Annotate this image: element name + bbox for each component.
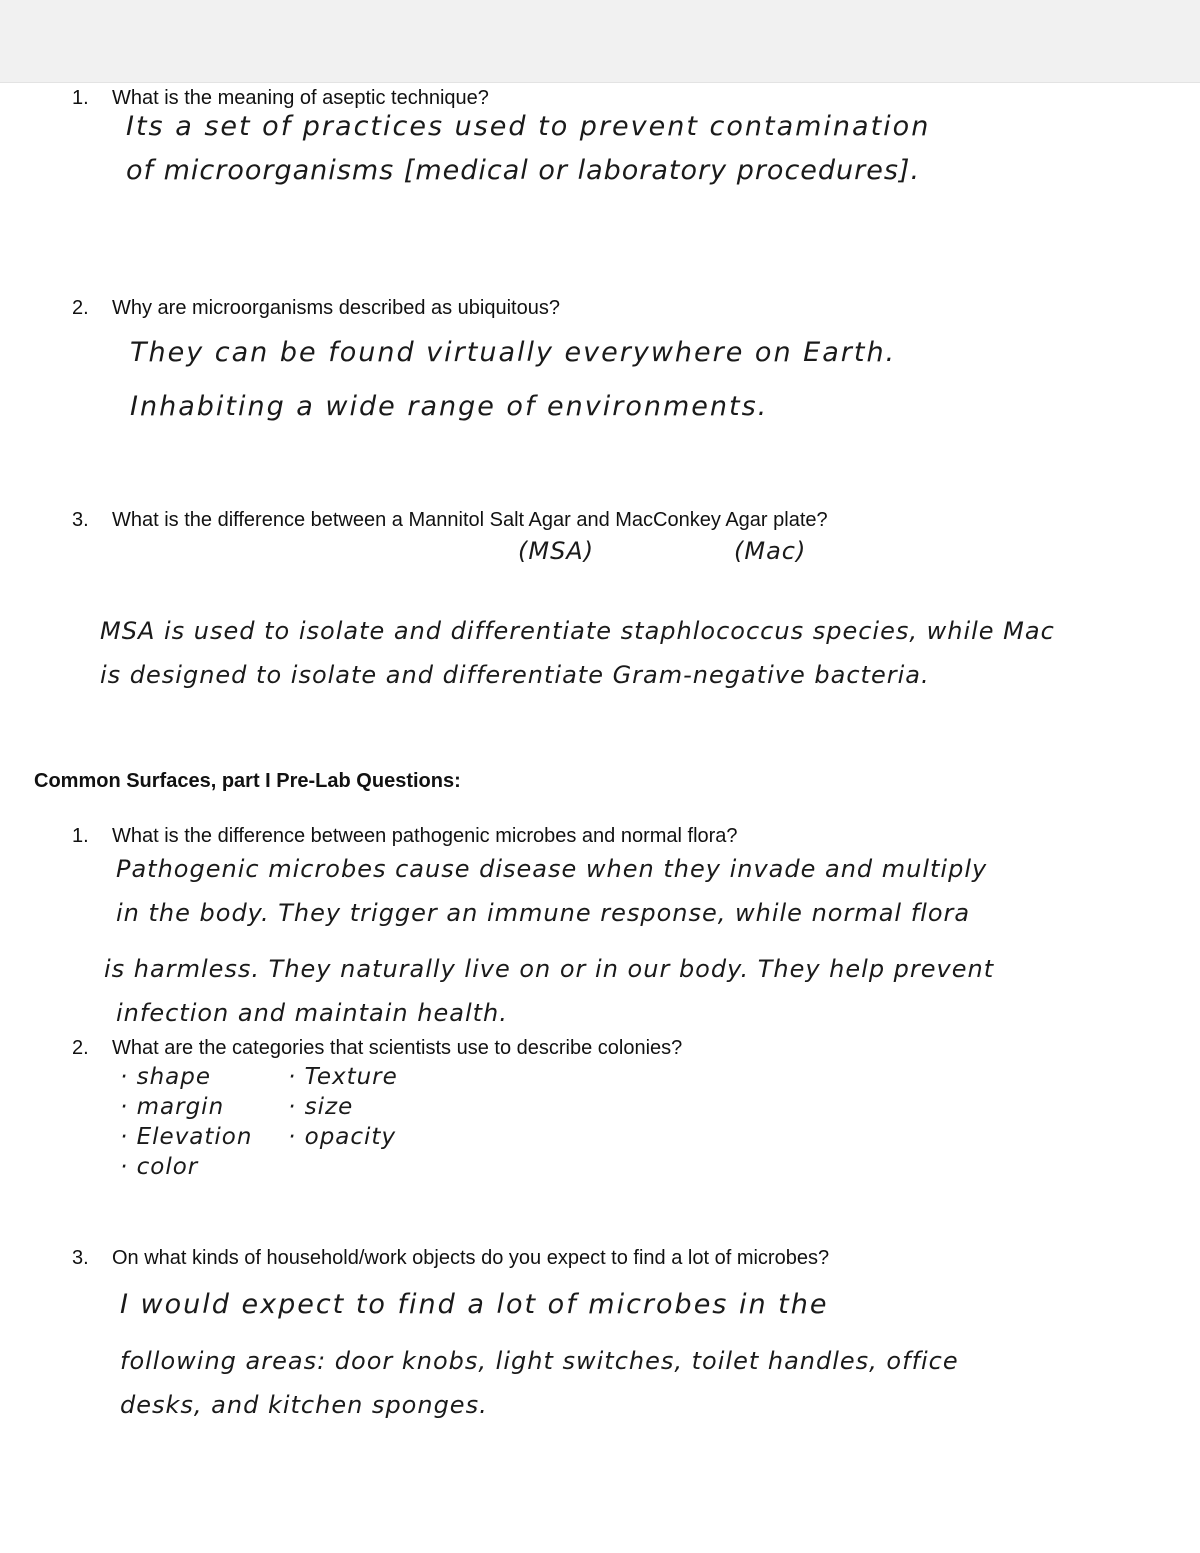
- question-text: What is the meaning of aseptic technique?: [112, 87, 489, 109]
- handwritten-answer-line: Its a set of practices used to prevent contamination: [126, 111, 931, 142]
- list-item: · size: [288, 1094, 354, 1120]
- question-2-ubiquitous: [72, 296, 560, 320]
- handwritten-answer-line: desks, and kitchen sponges.: [120, 1391, 488, 1419]
- colony-categories-list-right: [288, 1062, 398, 1152]
- handwritten-annotation-mac: (Mac): [734, 537, 807, 565]
- question-number: 1.: [72, 825, 89, 847]
- handwritten-answer-line: Pathogenic microbes cause disease when they invade and multiply: [116, 855, 988, 883]
- list-item: · margin: [120, 1094, 225, 1120]
- list-item: · color: [120, 1154, 199, 1180]
- handwritten-annotation-msa: (MSA): [518, 537, 595, 565]
- question-1-pathogenic-vs-flora: [72, 824, 738, 848]
- question-3-household-microbes: [72, 1246, 830, 1270]
- question-number: 2.: [72, 297, 89, 319]
- handwritten-answer-line: MSA is used to isolate and differentiate staphlococcus species, while Mac: [100, 617, 1055, 645]
- handwritten-answer-line: They can be found virtually everywhere on Earth.: [130, 337, 897, 368]
- question-3-agar-difference: [72, 508, 828, 532]
- handwritten-answer-line: is harmless. They naturally live on or in our body. They help prevent: [104, 955, 995, 983]
- list-item: · Elevation: [120, 1124, 253, 1150]
- section-heading: Common Surfaces, part I Pre-Lab Questions:: [34, 770, 461, 792]
- question-2-colony-categories: [72, 1036, 683, 1060]
- question-number: 2.: [72, 1037, 89, 1059]
- question-text: What is the difference between pathogenic microbes and normal flora?: [112, 825, 738, 847]
- question-text: What are the categories that scientists use to describe colonies?: [112, 1037, 683, 1059]
- question-number: 3.: [72, 509, 89, 531]
- list-item: · Texture: [288, 1064, 398, 1090]
- question-number: 3.: [72, 1247, 89, 1269]
- handwritten-answer-line: following areas: door knobs, light switches, toilet handles, office: [120, 1347, 959, 1375]
- handwritten-answer-line: in the body. They trigger an immune response, while normal flora: [116, 899, 971, 927]
- handwritten-answer-line: I would expect to find a lot of microbes in the: [120, 1289, 829, 1320]
- question-text: Why are microorganisms described as ubiquitous?: [112, 297, 560, 319]
- question-text: On what kinds of household/work objects do you expect to find a lot of microbes?: [112, 1247, 830, 1269]
- viewer-top-bar: [0, 0, 1200, 83]
- handwritten-answer-line: is designed to isolate and differentiate Gram-negative bacteria.: [100, 661, 930, 689]
- list-item: · opacity: [288, 1124, 397, 1150]
- handwritten-answer-line: of microorganisms [medical or laboratory procedures].: [126, 155, 921, 186]
- colony-categories-list-left: [120, 1062, 252, 1182]
- question-number: 1.: [72, 87, 89, 109]
- handwritten-answer-line: infection and maintain health.: [116, 999, 508, 1027]
- question-text: What is the difference between a Mannitol Salt Agar and MacConkey Agar plate?: [112, 509, 828, 531]
- handwritten-answer-line: Inhabiting a wide range of environments.: [130, 391, 769, 422]
- list-item: · shape: [120, 1064, 212, 1090]
- question-1-aseptic: [72, 86, 489, 110]
